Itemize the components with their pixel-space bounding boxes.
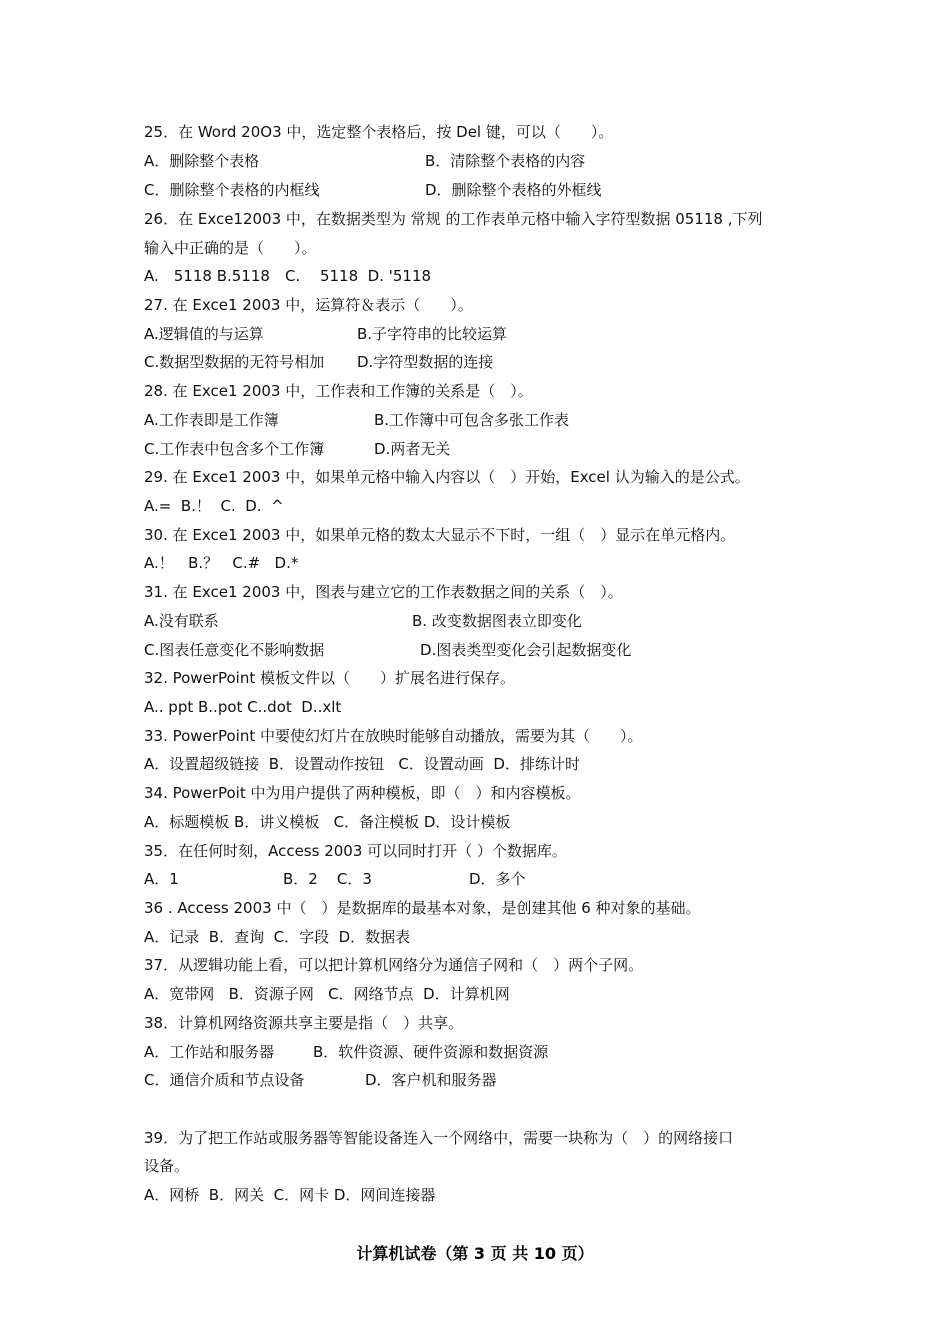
- question-27-stem: 27. 在 Exce1 2003 中，运算符＆表示（ ）。: [144, 296, 473, 314]
- question-36-options: A．记录 B．查询 C．字段 D．数据表: [144, 928, 411, 946]
- question-26-options: A. 5118 B.5118 C. 5118 D. '5118: [144, 267, 432, 285]
- question-38-option-d: D．客户机和服务器: [365, 1071, 497, 1089]
- question-31-option-b: B. 改变数据图表立即变化: [412, 612, 582, 630]
- question-28-option-c: C.工作表中包含多个工作簿: [144, 440, 325, 458]
- question-31-option-a: A.没有联系: [144, 612, 219, 630]
- question-38-option-c: C．通信介质和节点设备: [144, 1071, 305, 1089]
- question-27-option-d: D.字符型数据的连接: [357, 353, 494, 371]
- question-36-stem: 36 . Access 2003 中（ ）是数据库的最基本对象，是创建其他 6 种对象的基础。: [144, 899, 701, 917]
- question-26-stem-line2: 输入中正确的是（ ）。: [144, 239, 317, 257]
- question-25-option-b: B．清除整个表格的内容: [425, 152, 586, 170]
- question-35-stem: 35．在任何时刻，Access 2003 可以同时打开（ ）个数据库。: [144, 842, 567, 860]
- question-27-option-a: A.逻辑值的与运算: [144, 325, 264, 343]
- question-31-stem: 31. 在 Exce1 2003 中，图表与建立它的工作表数据之间的关系（ ）。: [144, 583, 623, 601]
- question-27-option-c: C.数据型数据的无符号相加: [144, 353, 325, 371]
- question-33-options: A．设置超级链接 B．设置动作按钮 C．设置动画 D．排练计时: [144, 755, 580, 773]
- question-39-stem-line2: 设备。: [144, 1157, 190, 1175]
- question-35-option-a: A．1: [144, 870, 179, 888]
- question-39-stem-line1: 39．为了把工作站或服务器等智能设备连入一个网络中，需要一块称为（ ）的网络接口: [144, 1129, 734, 1147]
- question-30-options: A.！ B.？ C.# D.*: [144, 554, 299, 572]
- question-37-options: A．宽带网 B．资源子网 C．网络节点 D．计算机网: [144, 985, 510, 1003]
- page-footer: 计算机试卷（第 3 页 共 10 页）: [356, 1244, 594, 1263]
- question-34-options: A．标题模板 B．讲义模板 C．备注模板 D．设计模板: [144, 813, 511, 831]
- question-37-stem: 37．从逻辑功能上看，可以把计算机网络分为通信子网和（ ）两个子网。: [144, 956, 644, 974]
- question-25-stem: 25．在 Word 20O3 中，选定整个表格后，按 Del 键，可以（ ）。: [144, 123, 614, 141]
- question-38-option-a: A．工作站和服务器: [144, 1043, 275, 1061]
- question-38-stem: 38．计算机网络资源共享主要是指（ ）共享。: [144, 1014, 464, 1032]
- question-28-stem: 28. 在 Exce1 2003 中，工作表和工作簿的关系是（ ）。: [144, 382, 533, 400]
- question-29-options: A.= B.！ C. D. ^: [144, 497, 284, 515]
- question-34-stem: 34. PowerPoit 中为用户提供了两种模板，即（ ）和内容模板。: [144, 784, 581, 802]
- question-30-stem: 30. 在 Exce1 2003 中，如果单元格的数太大显示不下时，一组（ ）显示在单元格内。: [144, 526, 736, 544]
- question-25-option-d: D．删除整个表格的外框线: [425, 181, 602, 199]
- question-35-option-d: D．多个: [469, 870, 526, 888]
- question-39-options: A．网桥 B．网关 C．网卡 D．网间连接器: [144, 1186, 436, 1204]
- question-33-stem: 33. PowerPoint 中要使幻灯片在放映时能够自动播放，需要为其（ ）。: [144, 727, 643, 745]
- question-28-option-a: A.工作表即是工作簿: [144, 411, 279, 429]
- question-25-option-c: C．删除整个表格的内框线: [144, 181, 320, 199]
- question-31-option-d: D.图表类型变化会引起数据变化: [420, 641, 632, 659]
- question-25-option-a: A．删除整个表格: [144, 152, 260, 170]
- question-32-stem: 32. PowerPoint 模板文件以（ ）扩展名进行保存。: [144, 669, 515, 687]
- question-28-option-b: B.工作簿中可包含多张工作表: [374, 411, 570, 429]
- question-29-stem: 29. 在 Exce1 2003 中，如果单元格中输入内容以（ ）开始，Excel 认为输入的是公式。: [144, 468, 750, 486]
- question-31-option-c: C.图表任意变化不影响数据: [144, 641, 325, 659]
- question-35-option-bc: B．2 C．3: [283, 870, 372, 888]
- question-27-option-b: B.子字符串的比较运算: [357, 325, 508, 343]
- question-26-stem-line1: 26．在 Exce12003 中，在数据类型为 常规 的工作表单元格中输入字符型数据 05118 ,下列: [144, 210, 763, 228]
- question-32-options: A.. ppt B..pot C..dot D..xlt: [144, 698, 342, 716]
- question-38-option-b: B．软件资源、硬件资源和数据资源: [313, 1043, 549, 1061]
- question-28-option-d: D.两者无关: [374, 440, 451, 458]
